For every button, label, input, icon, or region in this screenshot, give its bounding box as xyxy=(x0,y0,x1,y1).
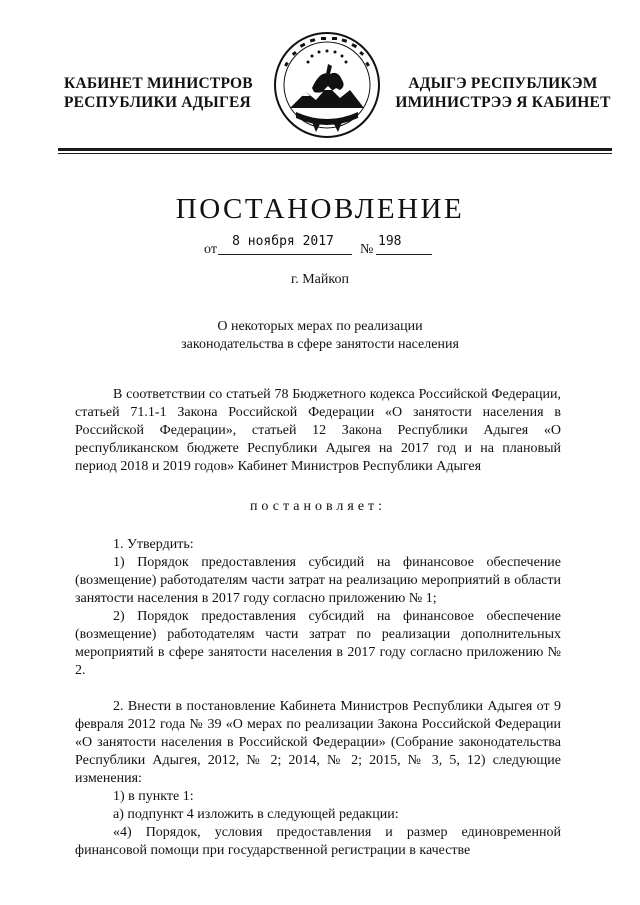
item-2: 2. Внести в постановление Кабинета Министров Республики Адыгея от 9 февраля 2012 года № 39 «О мерах по реализации Закона Российской Федерации «О занятости населения в Российской Федерации» (Собрание законодательства Республики Адыгея, 2012, № 2; 2014, № 2; 2015, № 3, 5, 12) следующие изменения: xyxy=(75,699,561,786)
decree-word: постановляет: xyxy=(249,499,387,514)
subject-line-2: законодательства в сфере занятости населения xyxy=(181,337,459,352)
number-underline xyxy=(376,254,432,255)
header-right-line-2: ИМИНИСТРЭЭ Я КАБИНЕТ xyxy=(395,94,611,111)
document-body xyxy=(75,386,561,860)
subject-line-1: О некоторых мерах по реализации xyxy=(217,319,423,334)
adygea-coat-of-arms-icon xyxy=(272,30,382,140)
header-divider-thin xyxy=(58,153,612,154)
item-1: 1. Утвердить: xyxy=(113,537,194,552)
document-city: г. Майкоп xyxy=(291,272,349,287)
item-2-1-a-text: «4) Порядок, условия предоставления и размер единовременной финансовой помощи при государственной регистрации в качестве xyxy=(75,825,561,858)
document-date: 8 ноября 2017 xyxy=(232,234,334,249)
number-prefix: № xyxy=(360,242,374,257)
date-number-row xyxy=(200,234,440,260)
header-left-org-name xyxy=(64,74,253,112)
item-2-1-a: а) подпункт 4 изложить в следующей редакции: xyxy=(113,807,399,822)
document-title: ПОСТАНОВЛЕНИЕ xyxy=(175,193,465,225)
item-1-1: 1) Порядок предоставления субсидий на финансовое обеспечение (возмещение) работодателям части затрат на реализацию мероприятий в области занятости населения в 2017 году согласно приложению № 1; xyxy=(75,555,561,606)
document-number: 198 xyxy=(378,234,402,249)
paragraph-gap xyxy=(75,680,561,698)
header-left-line-2: РЕСПУБЛИКИ АДЫГЕЯ xyxy=(64,94,251,111)
header-right-line-1: АДЫГЭ РЕСПУБЛИКЭМ xyxy=(408,75,598,92)
date-underline xyxy=(218,254,352,255)
document-subject xyxy=(0,318,640,354)
item-2-1: 1) в пункте 1: xyxy=(113,789,194,804)
date-prefix: от xyxy=(204,242,217,257)
preamble-paragraph: В соответствии со статьей 78 Бюджетного кодекса Российской Федерации, статьей 71.1-1 Закона Российской Федерации «О занятости населения в Российской Федерации», статьей 12 Закона Республики Адыгея «О республиканском бюджете Республики Адыгея на 2017 год и на плановый период 2018 и 2019 годов» Кабинет Министров Республики Адыгея xyxy=(75,387,561,474)
item-1-2: 2) Порядок предоставления субсидий на финансовое обеспечение (возмещение) работодателям части затрат по реализации дополнительных мероприятий в сфере занятости населения в 2017 году согласно приложению № 2. xyxy=(75,609,561,678)
header-right-org-name xyxy=(392,74,614,112)
header-divider-thick xyxy=(58,148,612,151)
header-left-line-1: КАБИНЕТ МИНИСТРОВ xyxy=(64,75,253,92)
